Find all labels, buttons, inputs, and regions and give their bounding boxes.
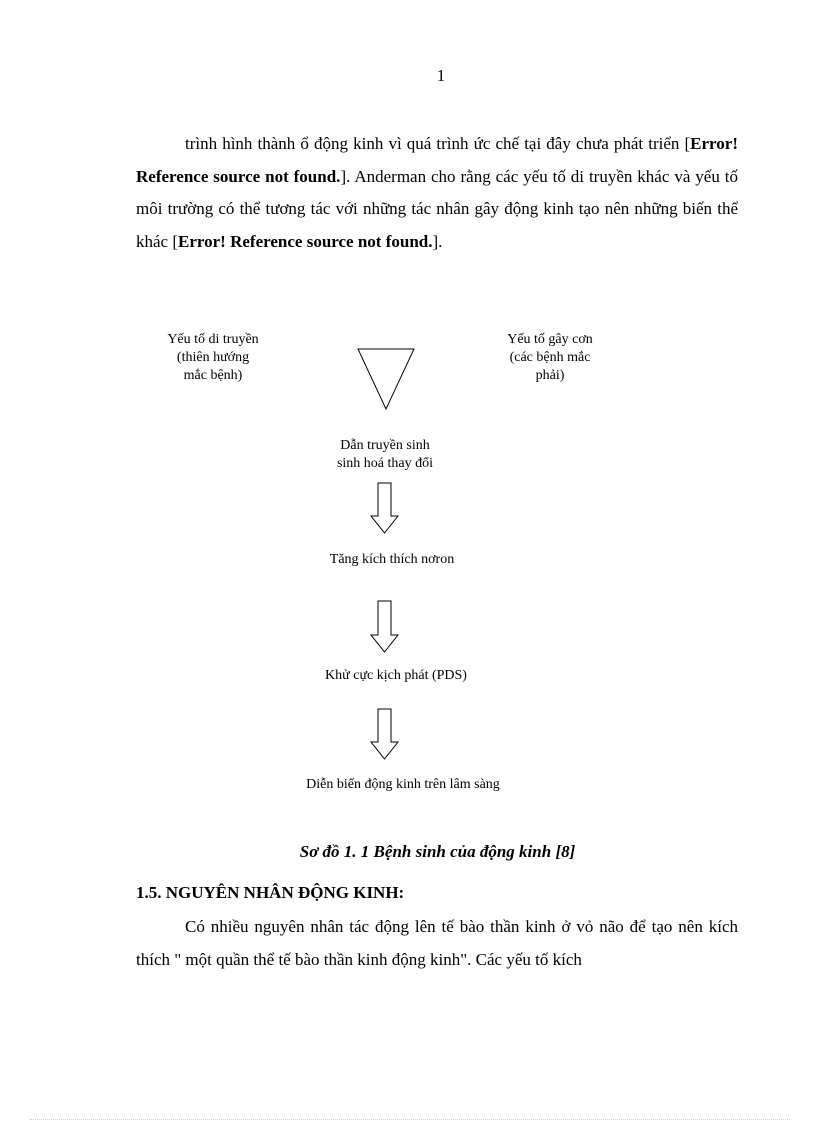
genetic-factor-label: Yếu tố di truyền (thiên hướng mắc bệnh): [167, 332, 259, 383]
down-arrow-3: [371, 709, 398, 759]
step-neurotransmission-label: Dẫn truyền sinh sinh hoá thay đổi: [336, 438, 434, 471]
paragraph-text: ]. Anderman cho rằng các yếu tố di truyền khác và yếu tố môi trường có thể tương tác với những tác nhân gây động kinh tạo nên những biến thể khác [: [136, 166, 738, 251]
paragraph-text: ].: [432, 231, 443, 251]
trigger-factor-label: Yếu tố gây cơn (các bệnh mắc phải): [507, 332, 593, 383]
step-excitation-label: Tăng kích thích nơron: [329, 552, 455, 567]
page-number: 1: [436, 66, 446, 85]
diagram-caption: Sơ đồ 1. 1 Bệnh sinh của động kinh [8]: [299, 842, 576, 861]
down-arrow-1: [371, 483, 398, 533]
step-clinical-label: Diễn biến động kinh trên lâm sàng: [306, 777, 500, 792]
paragraph-text: trình hình thành ổ động kinh vì quá trình ức chế tại đây chưa phát triển [: [185, 134, 691, 153]
step-pds-label: Khử cực kịch phát (PDS): [325, 668, 467, 683]
reference-error: Error! Reference source not found.: [136, 134, 738, 186]
reference-error: Error! Reference source not found.: [178, 231, 433, 251]
section-heading: 1.5. NGUYÊN NHÂN ĐỘNG KINH:: [136, 883, 405, 902]
body-paragraph-2: Có nhiều nguyên nhân tác động lên tế bào thần kinh ở vỏ não để tạo nên kích thích " một quần thể tế bào thần kinh động kinh". Các yếu tố kích: [136, 917, 738, 969]
convergence-triangle: [358, 349, 414, 409]
down-arrow-2: [371, 601, 398, 652]
page-bottom-rule: [30, 1119, 790, 1120]
